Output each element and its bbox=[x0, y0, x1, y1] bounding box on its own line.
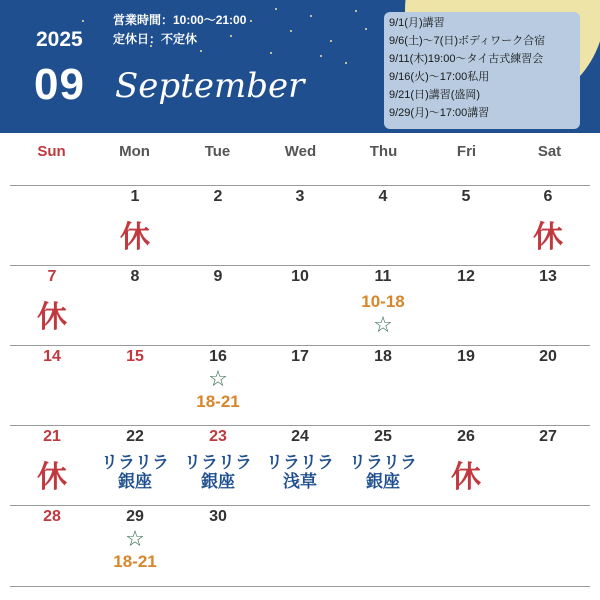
event-rilarila-label: リラリラ bbox=[349, 453, 417, 472]
row-divider bbox=[10, 185, 590, 186]
holiday-mark: 休 bbox=[37, 461, 67, 494]
day-number-tue[interactable]: 30 bbox=[209, 508, 227, 525]
day-number-fri[interactable]: 19 bbox=[457, 348, 475, 365]
row-divider bbox=[10, 265, 590, 266]
day-number-mon[interactable]: 1 bbox=[130, 188, 140, 205]
weekday-mon: Mon bbox=[119, 143, 150, 160]
day-number-tue[interactable]: 23 bbox=[209, 428, 227, 445]
holiday-mark: 休 bbox=[120, 221, 150, 254]
star-dot-icon bbox=[230, 35, 232, 37]
day-number-mon[interactable]: 29 bbox=[126, 508, 144, 525]
star-outline-icon: ☆ bbox=[125, 526, 145, 551]
event-location-label: 銀座 bbox=[201, 472, 235, 491]
star-outline-icon: ☆ bbox=[373, 312, 393, 337]
closed-days: 定休日：不定休 bbox=[113, 32, 198, 46]
day-number-wed[interactable]: 3 bbox=[295, 188, 305, 205]
note-item: 9/29(月)〜17:00講習 bbox=[389, 107, 490, 119]
row-divider bbox=[10, 586, 590, 587]
weekday-tue: Tue bbox=[204, 143, 231, 160]
holiday-mark: 休 bbox=[451, 461, 481, 494]
star-dot-icon bbox=[365, 28, 367, 30]
weekday-sat: Sat bbox=[537, 143, 562, 160]
star-dot-icon bbox=[310, 15, 312, 17]
event-rilarila-label: リラリラ bbox=[184, 453, 252, 472]
star-dot-icon bbox=[345, 62, 347, 64]
day-number-fri[interactable]: 12 bbox=[457, 268, 475, 285]
day-number-tue[interactable]: 9 bbox=[213, 268, 223, 285]
weekday-wed: Wed bbox=[284, 143, 317, 160]
note-item: 9/1(月)講習 bbox=[389, 17, 445, 29]
day-number-thu[interactable]: 4 bbox=[378, 188, 388, 205]
day-number-wed[interactable]: 17 bbox=[291, 348, 309, 365]
star-dot-icon bbox=[320, 55, 322, 57]
star-dot-icon bbox=[270, 52, 272, 54]
weekday-fri: Fri bbox=[456, 143, 477, 160]
day-number-sat[interactable]: 13 bbox=[539, 268, 557, 285]
day-number-sat[interactable]: 20 bbox=[539, 348, 557, 365]
day-number-mon[interactable]: 15 bbox=[126, 348, 144, 365]
event-location-label: 銀座 bbox=[366, 472, 400, 491]
day-number-thu[interactable]: 11 bbox=[374, 268, 392, 285]
event-rilarila-label: リラリラ bbox=[266, 453, 334, 472]
event-location-label: 銀座 bbox=[118, 472, 152, 491]
star-dot-icon bbox=[355, 10, 357, 12]
star-dot-icon bbox=[330, 40, 332, 42]
day-number-wed[interactable]: 10 bbox=[291, 268, 309, 285]
day-number-wed[interactable]: 24 bbox=[291, 428, 309, 445]
note-item: 9/6(土)〜7(日)ボディワーク合宿 bbox=[389, 35, 546, 47]
row-divider bbox=[10, 345, 590, 346]
star-dot-icon bbox=[250, 20, 252, 22]
row-divider bbox=[10, 505, 590, 506]
day-number-thu[interactable]: 25 bbox=[374, 428, 392, 445]
day-number-fri[interactable]: 26 bbox=[457, 428, 475, 445]
star-dot-icon bbox=[200, 50, 202, 52]
event-time-label: 10-18 bbox=[361, 292, 405, 311]
row-divider bbox=[10, 425, 590, 426]
note-item: 9/21(日)講習(盛岡) bbox=[389, 89, 481, 101]
event-rilarila-label: リラリラ bbox=[101, 453, 169, 472]
schedule-notes-panel bbox=[384, 12, 580, 129]
event-location-label: 浅草 bbox=[283, 472, 317, 491]
event-time-label: 18-21 bbox=[113, 552, 157, 571]
day-number-fri[interactable]: 5 bbox=[461, 188, 471, 205]
note-item: 9/11(木)19:00〜タイ古式練習会 bbox=[389, 53, 544, 65]
day-number-sun[interactable]: 21 bbox=[43, 428, 61, 445]
month-script-title bbox=[115, 62, 335, 112]
star-dot-icon bbox=[290, 30, 292, 32]
month-number: 09 bbox=[34, 60, 85, 109]
year-label: 2025 bbox=[36, 28, 83, 51]
event-time-label: 18-21 bbox=[196, 392, 240, 411]
star-dot-icon bbox=[82, 20, 84, 22]
day-number-mon[interactable]: 8 bbox=[130, 268, 140, 285]
month-script-text: September bbox=[115, 66, 305, 106]
weekday-thu: Thu bbox=[369, 143, 398, 160]
holiday-mark: 休 bbox=[37, 301, 67, 334]
star-dot-icon bbox=[275, 8, 277, 10]
day-number-tue[interactable]: 16 bbox=[209, 348, 227, 365]
calendar-header bbox=[0, 0, 600, 133]
note-item: 9/16(火)〜17:00私用 bbox=[389, 71, 490, 83]
star-outline-icon: ☆ bbox=[208, 366, 228, 391]
day-number-sun[interactable]: 14 bbox=[43, 348, 61, 365]
day-number-mon[interactable]: 22 bbox=[126, 428, 144, 445]
day-number-sun[interactable]: 7 bbox=[47, 268, 57, 285]
day-number-sat[interactable]: 6 bbox=[543, 188, 553, 205]
day-number-sat[interactable]: 27 bbox=[539, 428, 557, 445]
day-number-thu[interactable]: 18 bbox=[374, 348, 392, 365]
weekday-sun: Sun bbox=[37, 143, 66, 160]
day-number-tue[interactable]: 2 bbox=[213, 188, 223, 205]
holiday-mark: 休 bbox=[533, 221, 563, 254]
day-number-sun[interactable]: 28 bbox=[43, 508, 61, 525]
business-hours: 営業時間：10:00〜21:00 bbox=[113, 13, 247, 27]
